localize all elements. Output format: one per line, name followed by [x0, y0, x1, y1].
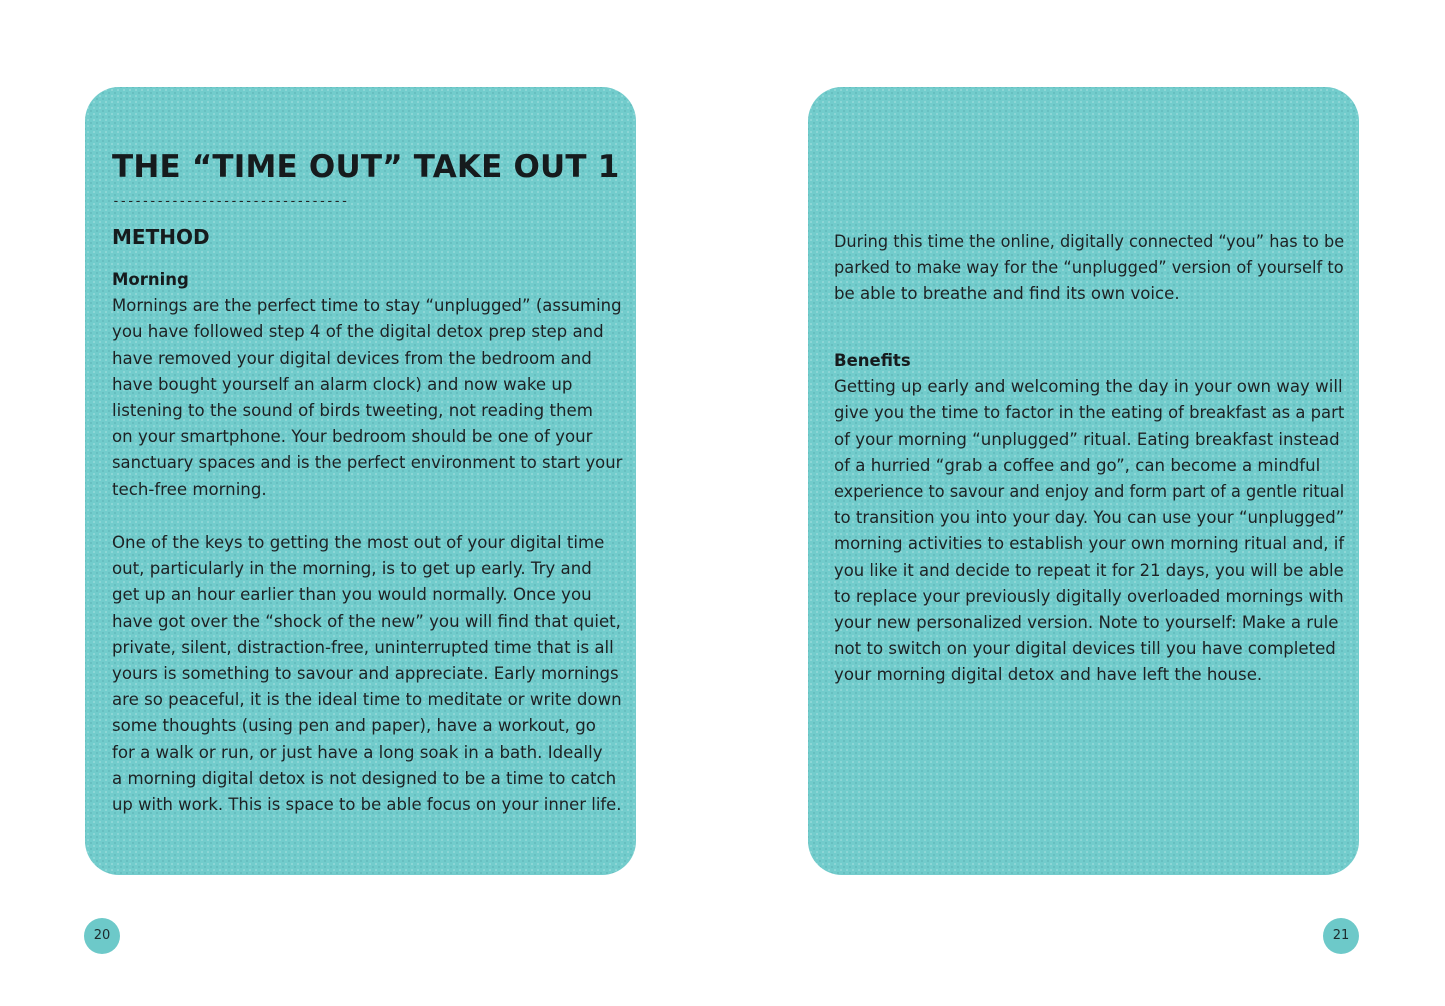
keys-line: yours is something to savour and appreciate. Early mornings — [112, 664, 619, 684]
page-number-right: 21 — [1323, 918, 1359, 954]
benefits-line: of a hurried “grab a coffee and go”, can become a mindful — [834, 455, 1321, 475]
benefits-line: you like it and decide to repeat it for 21 days, you will be able — [834, 560, 1344, 580]
benefits-line: give you the time to factor in the eating of breakfast as a part — [834, 403, 1345, 423]
benefits-line: Getting up early and welcoming the day in your own way will — [834, 377, 1343, 397]
keys-paragraph — [112, 530, 622, 818]
left-page-card — [85, 87, 636, 875]
benefits-line: not to switch on your digital devices till you have completed — [834, 639, 1336, 659]
benefits-heading: Benefits — [834, 351, 911, 370]
keys-line: One of the keys to getting the most out of your digital time — [112, 533, 605, 552]
morning-line: listening to the sound of birds tweeting, not reading them — [112, 401, 593, 421]
morning-line: sanctuary spaces and is the perfect environment to start your — [112, 453, 623, 473]
morning-paragraph — [112, 293, 622, 503]
intro-line: be able to breathe and find its own voice. — [834, 284, 1180, 304]
benefits-line: to replace your previously digitally overloaded mornings with — [834, 586, 1344, 606]
intro-line: During this time the online, digitally connected “you” has to be — [834, 232, 1345, 251]
right-page-card — [808, 87, 1359, 875]
morning-line: you have followed step 4 of the digital detox prep step and — [112, 322, 604, 342]
benefits-paragraph — [834, 374, 1344, 688]
benefits-section — [834, 348, 1344, 689]
benefits-line: morning activities to establish your own morning ritual and, if — [834, 534, 1345, 554]
keys-line: up with work. This is space to be able focus on your inner life. — [112, 795, 622, 815]
keys-line: some thoughts (using pen and paper), have a workout, go — [112, 716, 596, 736]
keys-line: for a walk or run, or just have a long soak in a bath. Ideally — [112, 742, 603, 762]
morning-section — [112, 267, 622, 503]
keys-line: a morning digital detox is not designed to be a time to catch — [112, 768, 617, 788]
page-number-left: 20 — [84, 918, 120, 954]
benefits-line: your morning digital detox and have left the house. — [834, 665, 1263, 685]
keys-line: have got over the “shock of the new” you will find that quiet, — [112, 611, 621, 631]
page-title: THE “TIME OUT” TAKE OUT 1 — [112, 149, 620, 185]
intro-paragraph — [834, 229, 1344, 308]
morning-line: have removed your digital devices from the bedroom and — [112, 348, 592, 368]
morning-heading: Morning — [112, 270, 189, 289]
benefits-line: experience to savour and enjoy and form part of a gentle ritual — [834, 482, 1345, 502]
morning-line: Mornings are the perfect time to stay “unplugged” (assuming — [112, 296, 622, 316]
morning-line: on your smartphone. Your bedroom should be one of your — [112, 427, 593, 447]
method-heading: METHOD — [112, 225, 210, 249]
benefits-line: your new personalized version. Note to yourself: Make a rule — [834, 613, 1339, 633]
keys-line: private, silent, distraction-free, uninterrupted time that is all — [112, 637, 614, 657]
benefits-line: to transition you into your day. You can use your “unplugged” — [834, 508, 1345, 528]
morning-line: have bought yourself an alarm clock) and now wake up — [112, 374, 573, 394]
title-divider: -------------------------------- — [112, 194, 349, 209]
intro-line: parked to make way for the “unplugged” version of yourself to — [834, 258, 1344, 278]
keys-line: get up an hour earlier than you would normally. Once you — [112, 585, 592, 605]
keys-line: out, particularly in the morning, is to get up early. Try and — [112, 559, 592, 579]
morning-line: tech-free morning. — [112, 479, 267, 499]
keys-line: are so peaceful, it is the ideal time to meditate or write down — [112, 690, 622, 710]
benefits-line: of your morning “unplugged” ritual. Eating breakfast instead — [834, 429, 1340, 449]
